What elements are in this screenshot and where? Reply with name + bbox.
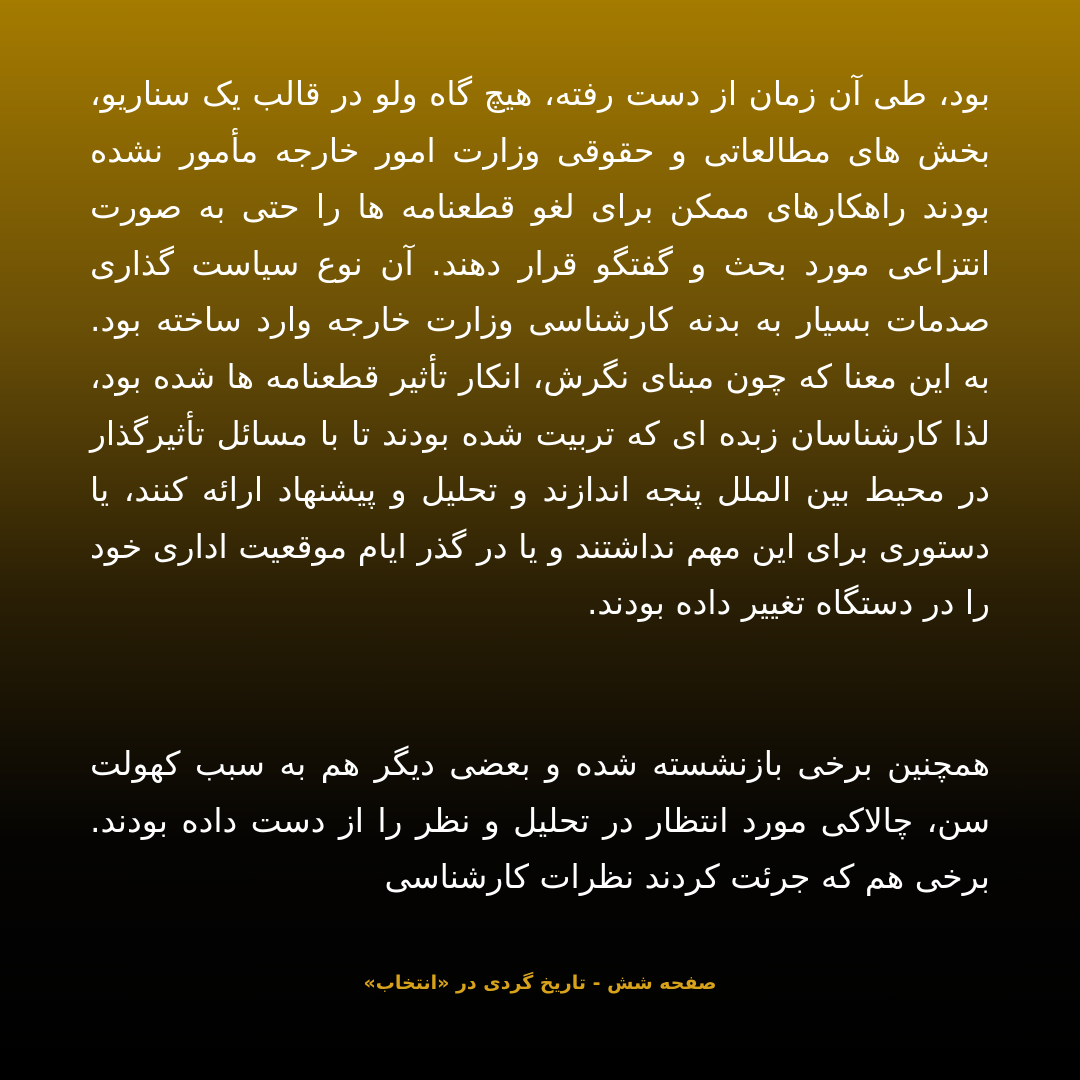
- page-footer-caption: صفحه شش - تاریخ گردی در «انتخاب»: [363, 972, 717, 994]
- body-paragraph-1: بود، طی آن زمان از دست رفته، هیچ گاه ولو در قالب یک سناریو، بخش های مطالعاتی و حقوقی وزارت امور خارجه مأمور نشده بودند راهکارهای ممکن برای لغو قطعنامه ها را حتی به صورت انتزاعی مورد بحث و گفتگو قرار دهند. آن نوع سیاست گذاری صدمات بسیار به بدنه کارشناسی وزارت خارجه وارد ساخته بود. به این معنا که چون مبنای نگرش، انکار تأثیر قطعنامه ها شده بود، لذا کارشناسان زبده ای که تربیت شده بودند تا با مسائل تأثیرگذار در محیط بین الملل پنجه اندازند و تحلیل و پیشنهاد ارائه کنند، یا دستوری برای این مهم نداشتند و یا در گذر ایام موقعیت اداری خود را در دستگاه تغییر داده بودند.: [90, 74, 990, 623]
- body-paragraph-2: همچنین برخی بازنشسته شده و بعضی دیگر هم به سبب کهولت سن، چالاکی مورد انتظار در تحلیل و نظر را از دست داده بودند. برخی هم که جرئت کردند نظرات کارشناسی: [90, 744, 990, 897]
